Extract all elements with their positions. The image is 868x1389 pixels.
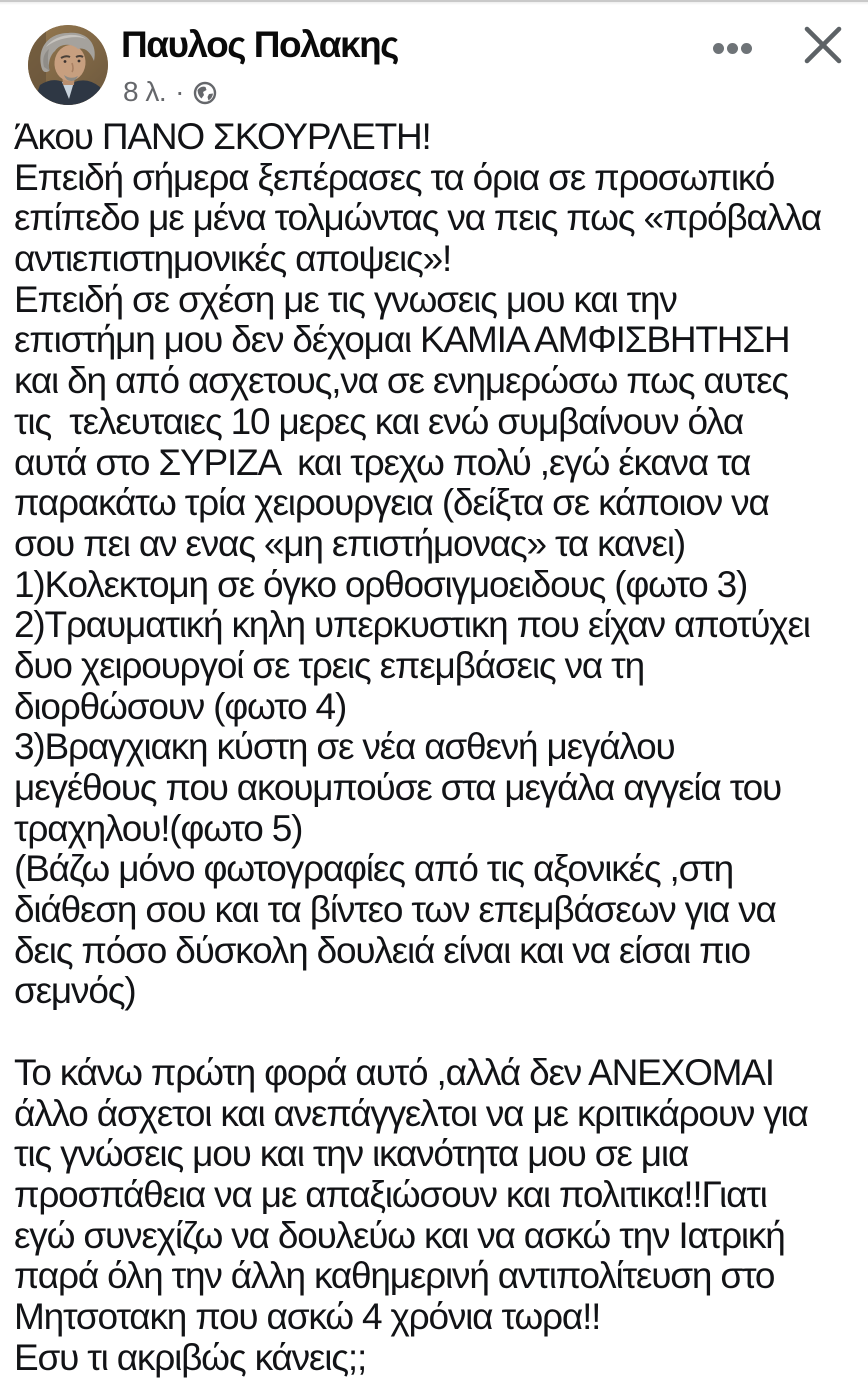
post-text-line: αντιεπιστημονικές αποψεις»! — [14, 238, 452, 280]
post-text-line: μεγέθους που ακουμπούσε στα μεγάλα αγγεία του — [14, 767, 781, 808]
post-text-line: προσπάθεια να με απαξιώσουν και πολιτικα!!Γιατι — [14, 1173, 767, 1215]
timestamp[interactable]: 8 λ. — [123, 76, 167, 107]
post-text-line — [14, 1011, 866, 1052]
post-text-line: επιστήμη μου δεν δέχομαι ΚΑΜΙΑ ΑΜΦΙΣΒΗΤΗΣΗ — [14, 319, 790, 361]
post-text-line: 1)Κολεκτομη σε όγκο ορθοσιγμοειδους (φωτο 3) — [14, 563, 748, 605]
post-meta — [123, 76, 217, 108]
post-body — [14, 116, 866, 1377]
post-text-line: αυτά στο ΣΥΡΙΖΑ και τρεχω πολύ ,εγώ έκανα τα — [14, 441, 751, 483]
post-text-line: Εσυ τι ακριβώς κάνεις;; — [14, 1336, 367, 1378]
post-text-line: 2)Τραυματική κηλη υπερκυστικη που είχαν αποτύχει — [14, 604, 810, 646]
avatar[interactable] — [28, 25, 108, 105]
post-text-line: 3)Βραγχιακη κύστη σε νέα ασθενή μεγάλου — [14, 726, 675, 768]
post-text-line: Επειδή σήμερα ξεπέρασες τα όρια σε προσωπικό — [14, 156, 775, 198]
post-text-line: διορθώσουν (φωτο 4) — [14, 685, 347, 727]
post-text-line: Επειδή σε σχέση με τις γνωσεις μου και την — [14, 278, 677, 320]
post-text-line: και δη από ασχετους,να σε ενημερώσω πως αυτες — [14, 360, 789, 402]
globe-public-icon — [193, 81, 217, 105]
post-text-line: Άκου ΠΑΝΟ ΣΚΟΥΡΛΕΤΗ! — [14, 116, 431, 157]
post-text-line: παρακάτω τρία χειρουργεια (δείξτα σε κάποιον να — [14, 482, 769, 524]
dot-icon — [741, 43, 752, 54]
meta-separator: · — [175, 76, 184, 107]
close-button[interactable] — [801, 25, 845, 65]
post-text-line: δυο χειρουργοί σε τρεις επεμβάσεις να τη — [14, 644, 644, 686]
dot-icon — [727, 43, 738, 54]
post-text-line: δεις πόσο δύσκολη δουλειά είναι και να είσαι πιο — [14, 929, 750, 971]
post-text-line: επίπεδο με μένα τολμώντας να πεις πως «πρόβαλλα — [14, 197, 821, 239]
post-text-line: Μητσοτακη που ασκώ 4 χρόνια τωρα!! — [14, 1295, 601, 1337]
post-text-line: (Βάζω μόνο φωτογραφίες από τις αξονικές ,στη — [14, 848, 734, 890]
post-text-line: διάθεση σου και τα βίντεο των επεμβάσεων για να — [14, 889, 776, 931]
post-text-line: παρά όλη την άλλη καθημερινή αντιπολίτευση στο — [14, 1255, 775, 1297]
post-text-line: εγώ συνεχίζω να δουλεύω και να ασκώ την Ιατρική — [14, 1214, 785, 1256]
post-header — [0, 0, 868, 118]
post-text-line: τις γνώσεις μου και την ικανότητα μου σε μια — [14, 1133, 689, 1175]
close-icon — [801, 25, 845, 65]
author-name[interactable]: Παυλος Πολακης — [121, 24, 398, 65]
avatar-photo — [28, 25, 108, 105]
post-text-line: σεμνός) — [14, 970, 136, 1012]
dot-icon — [713, 43, 724, 54]
post-text-line: άλλο άσχετοι και ανεπάγγελτοι να με κριτικάρουν για — [14, 1092, 808, 1134]
post-text-line: Το κάνω πρώτη φορά αυτό ,αλλά δεν ΑΝΕΧΟΜΑΙ — [14, 1051, 774, 1093]
post-text-line: τραχηλου!(φωτο 5) — [14, 807, 303, 849]
post-options-button[interactable] — [709, 39, 756, 58]
post-text-line: τις τελευταιες 10 μερες και ενώ συμβαίνουν όλα — [14, 400, 744, 442]
post-text-line: σου πει αν ενας «μη επιστήμονας» τα κανει) — [14, 522, 685, 564]
